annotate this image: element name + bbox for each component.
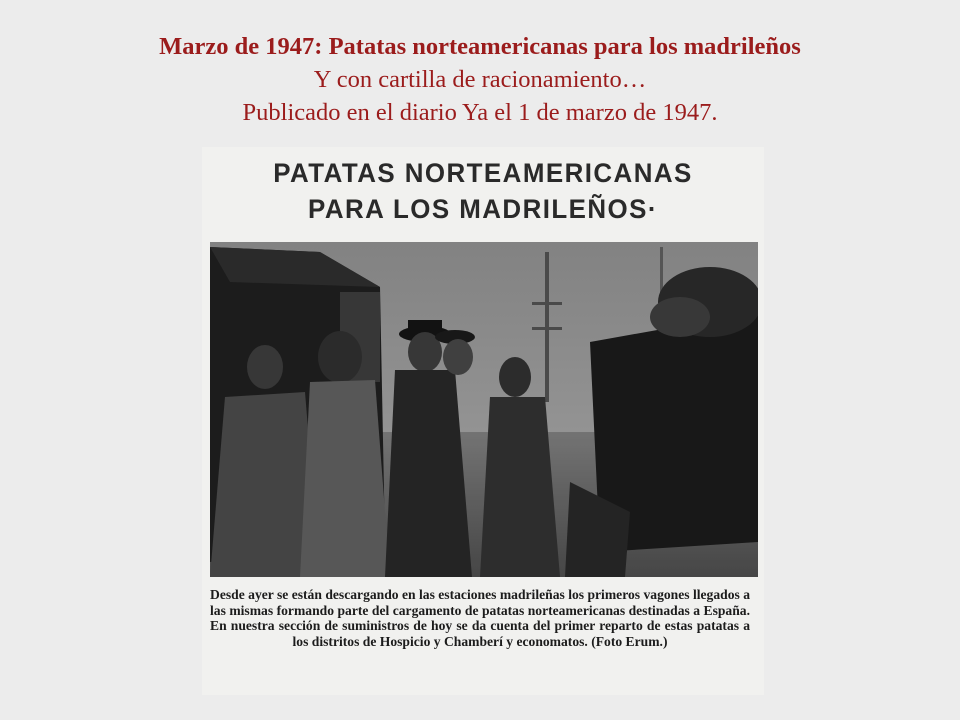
slide-header	[0, 30, 960, 129]
clipping-photo-image	[210, 242, 758, 577]
clipping-headline	[213, 155, 753, 227]
slide-title: Marzo de 1947: Patatas norteamericanas para los madrileños	[159, 33, 801, 60]
slide-subtitle: Y con cartilla de racionamiento…	[313, 66, 647, 93]
clipping-headline-line-1: PATATAS NORTEAMERICANAS	[273, 158, 693, 188]
newspaper-clipping	[202, 147, 764, 695]
clipping-headline-line-2: PARA LOS MADRILEÑOS·	[308, 194, 658, 224]
clipping-photo	[210, 242, 758, 577]
clipping-caption: Desde ayer se están descargando en las estaciones madrileñas los primeros vagones llegados a las mismas formando parte del cargamento de patatas norteamericanas destinadas a España. En nuestra sección de suministros de hoy se da cuenta del primer reparto de estas patatas a los distritos de Hospicio y Chamberí y economatos. (Foto Erum.)	[210, 587, 750, 649]
slide-source-line: Publicado en el diario Ya el 1 de marzo de 1947.	[242, 99, 718, 126]
